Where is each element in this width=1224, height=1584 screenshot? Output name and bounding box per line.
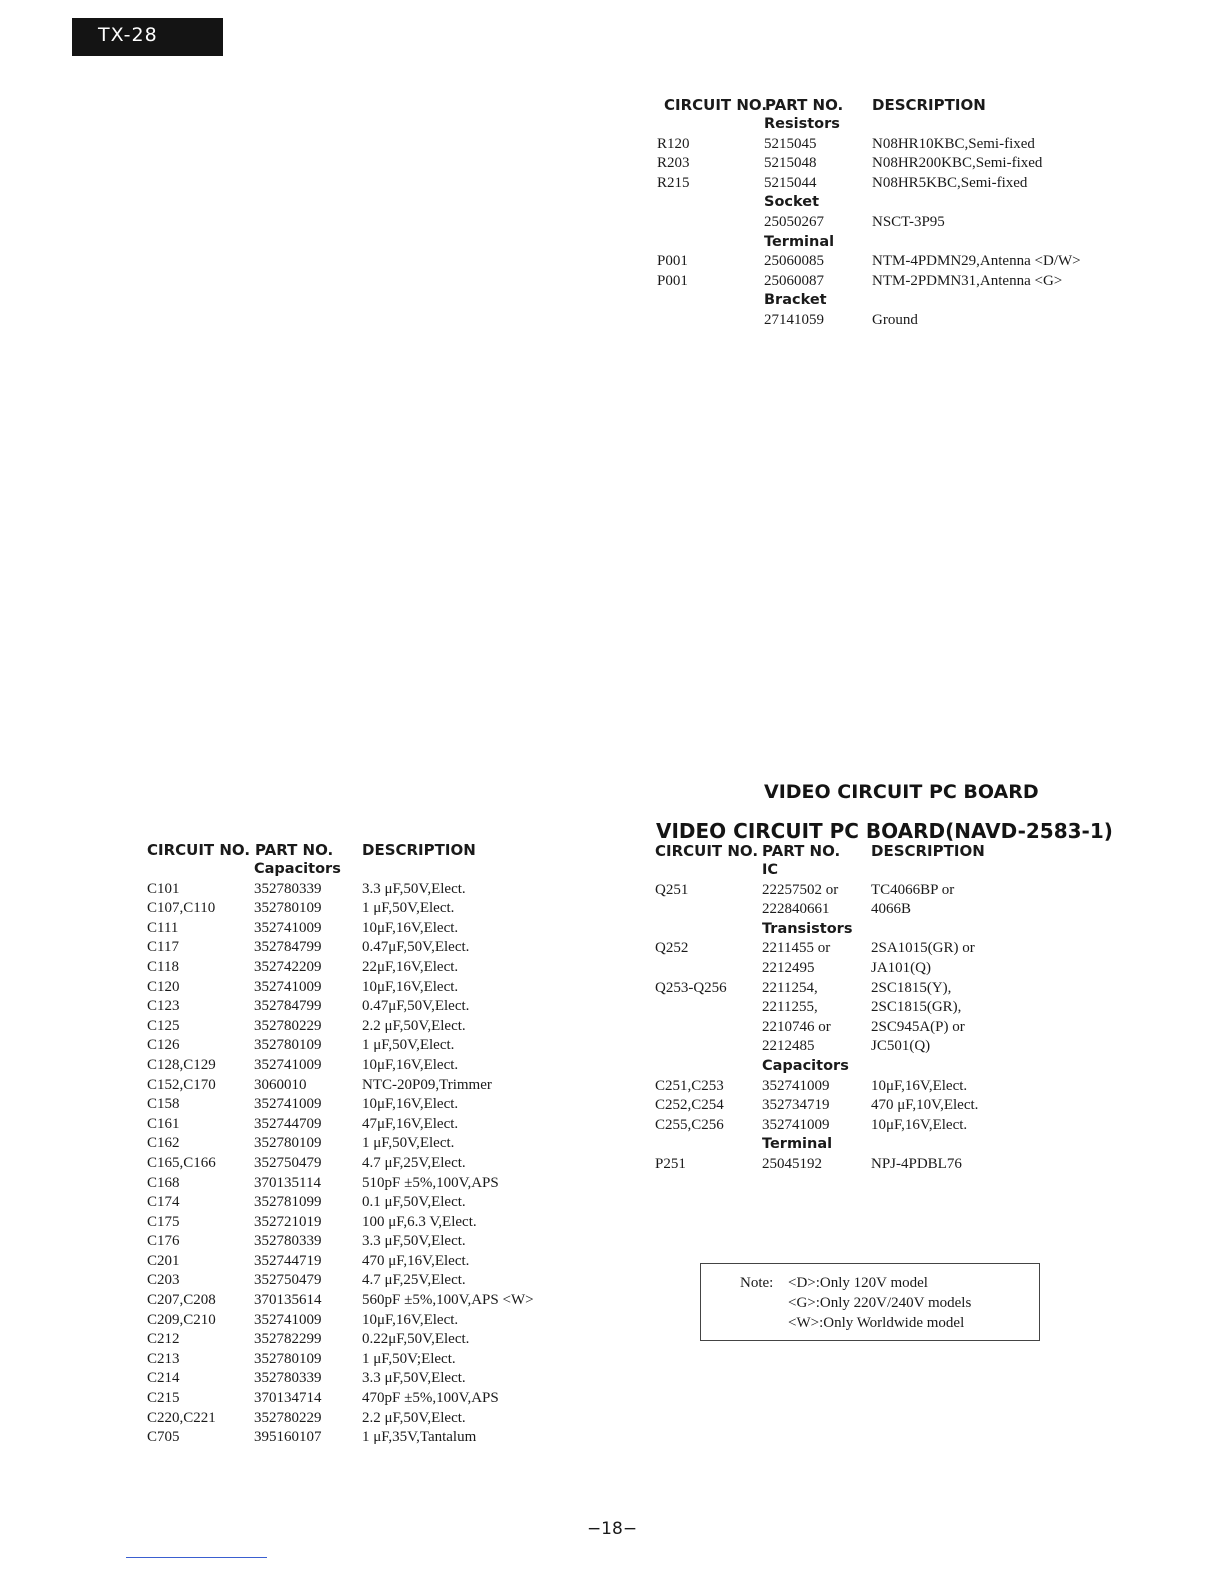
description-cell: NPJ-4PDBL76 <box>871 1155 962 1172</box>
circuit-no-cell: C125 <box>147 1017 180 1034</box>
part-no-cell: 22257502 or <box>762 881 839 898</box>
header-part-no: PART NO. <box>255 841 334 859</box>
category-label: Socket <box>764 194 820 211</box>
description-cell: 2SC945A(P) or <box>871 1018 965 1035</box>
part-no-cell: 395160107 <box>254 1429 322 1446</box>
part-no-cell: 352741009 <box>762 1077 830 1094</box>
circuit-no-cell: P251 <box>655 1155 686 1172</box>
description-cell: 10μF,16V,Elect. <box>362 978 459 995</box>
circuit-no-cell: C158 <box>147 1096 180 1113</box>
circuit-no-cell: C251,C253 <box>655 1077 724 1094</box>
description-cell: 2SA1015(GR) or <box>871 940 975 957</box>
part-no-cell: 352780109 <box>254 1350 322 1367</box>
circuit-no-cell: C207,C208 <box>147 1292 216 1309</box>
circuit-no-cell: C120 <box>147 978 180 995</box>
description-cell: 470 μF,16V,Elect. <box>362 1252 470 1269</box>
header-description: DESCRIPTION <box>362 841 476 859</box>
circuit-no-cell: C252,C254 <box>655 1097 724 1114</box>
section-title: VIDEO CIRCUIT PC BOARD <box>764 781 1039 803</box>
part-no-cell: 25060085 <box>764 253 824 270</box>
part-no-cell: 5215048 <box>764 155 817 172</box>
description-cell: 3.3 μF,50V,Elect. <box>362 880 466 897</box>
description-cell: JA101(Q) <box>871 959 931 976</box>
description-cell: 470pF ±5%,100V,APS <box>362 1390 499 1407</box>
description-cell: 1 μF,50V,Elect. <box>362 900 455 917</box>
circuit-no-cell: R215 <box>657 174 690 191</box>
section-subtitle: VIDEO CIRCUIT PC BOARD(NAVD-2583-1) <box>656 819 1113 843</box>
part-no-cell: 2211455 or <box>762 940 831 957</box>
part-no-cell: 5215045 <box>764 135 817 152</box>
part-no-cell: 352784799 <box>254 939 322 956</box>
part-no-cell: 352741009 <box>254 1096 322 1113</box>
circuit-no-cell: R203 <box>657 155 690 172</box>
header-circuit-no: CIRCUIT NO. <box>655 842 759 860</box>
description-cell: 3.3 μF,50V,Elect. <box>362 1233 466 1250</box>
part-no-cell: 2212485 <box>762 1038 815 1055</box>
circuit-no-cell: C165,C166 <box>147 1154 216 1171</box>
description-cell: 10μF,16V,Elect. <box>362 1096 459 1113</box>
circuit-no-cell: Q253-Q256 <box>655 979 727 996</box>
part-no-cell: 352750479 <box>254 1272 322 1289</box>
header-description: DESCRIPTION <box>872 96 986 114</box>
description-cell: 4.7 μF,25V,Elect. <box>362 1154 466 1171</box>
circuit-no-cell: C152,C170 <box>147 1076 216 1093</box>
circuit-no-cell: C215 <box>147 1390 180 1407</box>
circuit-no-cell: R120 <box>657 135 690 152</box>
description-cell: NTM-4PDMN29,Antenna <D/W> <box>872 253 1081 270</box>
description-cell: 0.47μF,50V,Elect. <box>362 939 470 956</box>
part-no-cell: 352741009 <box>762 1116 830 1133</box>
circuit-no-cell: C111 <box>147 919 179 936</box>
part-no-cell: 352741009 <box>254 978 322 995</box>
description-cell: 0.47μF,50V,Elect. <box>362 998 470 1015</box>
circuit-no-cell: C128,C129 <box>147 1056 216 1073</box>
part-no-cell: 25050267 <box>764 213 824 230</box>
description-cell: 470 μF,10V,Elect. <box>871 1097 979 1114</box>
description-cell: 10μF,16V,Elect. <box>871 1077 968 1094</box>
part-no-cell: 352780339 <box>254 880 322 897</box>
circuit-no-cell: C118 <box>147 958 179 975</box>
header-circuit-no: CIRCUIT NO. <box>664 96 768 114</box>
part-no-cell: 352780339 <box>254 1233 322 1250</box>
part-no-cell: 352734719 <box>762 1097 830 1114</box>
circuit-no-cell: C117 <box>147 939 179 956</box>
description-cell: Ground <box>872 311 918 328</box>
category-label: Terminal <box>762 1136 833 1153</box>
header-circuit-no: CIRCUIT NO. <box>147 841 251 859</box>
part-no-cell: 5215044 <box>764 174 817 191</box>
circuit-no-cell: C162 <box>147 1135 180 1152</box>
description-cell: NTC-20P09,Trimmer <box>362 1076 492 1093</box>
part-no-cell: 25045192 <box>762 1155 822 1172</box>
description-cell: 1 μF,35V,Tantalum <box>362 1429 477 1446</box>
part-no-cell: 370135614 <box>254 1292 322 1309</box>
description-cell: 100 μF,6.3 V,Elect. <box>362 1213 477 1230</box>
part-no-cell: 352780229 <box>254 1017 322 1034</box>
part-no-cell: 2210746 or <box>762 1018 831 1035</box>
description-cell: 1 μF,50V,Elect. <box>362 1037 455 1054</box>
part-no-cell: 370134714 <box>254 1390 322 1407</box>
part-no-cell: 352741009 <box>254 1056 322 1073</box>
part-no-cell: 352744719 <box>254 1252 322 1269</box>
description-cell: NTM-2PDMN31,Antenna <G> <box>872 272 1063 289</box>
circuit-no-cell: C203 <box>147 1272 180 1289</box>
category-label: Capacitors <box>254 861 341 877</box>
description-cell: 47μF,16V,Elect. <box>362 1115 459 1132</box>
header-part-no: PART NO. <box>762 842 841 860</box>
description-cell: 2SC1815(Y), <box>871 979 952 996</box>
part-no-cell: 352782299 <box>254 1331 322 1348</box>
note-line-w: <W>:Only Worldwide model <box>788 1315 965 1331</box>
page-number: −18− <box>586 1519 638 1539</box>
model-note-box <box>700 1263 1040 1341</box>
category-label: Resistors <box>764 116 840 132</box>
part-no-cell: 370135114 <box>254 1174 321 1191</box>
category-label: IC <box>762 862 779 878</box>
circuit-no-cell: C212 <box>147 1331 180 1348</box>
category-label: Terminal <box>764 233 835 250</box>
description-cell: 10μF,16V,Elect. <box>871 1116 968 1133</box>
description-cell: 0.22μF,50V,Elect. <box>362 1331 470 1348</box>
part-no-cell: 222840661 <box>762 901 830 918</box>
description-cell: 4066B <box>871 901 912 918</box>
description-cell: 1 μF,50V;Elect. <box>362 1350 456 1367</box>
part-no-cell: 2211254, <box>762 979 818 996</box>
part-no-cell: 352721019 <box>254 1213 322 1230</box>
category-label: Transistors <box>762 920 853 937</box>
description-cell: 10μF,16V,Elect. <box>362 1311 459 1328</box>
part-no-cell: 352780109 <box>254 1135 322 1152</box>
model-badge: TX-28 <box>72 18 223 56</box>
category-label: Capacitors <box>762 1057 849 1074</box>
circuit-no-cell: C174 <box>147 1194 180 1211</box>
description-cell: N08HR10KBC,Semi-fixed <box>872 135 1035 152</box>
description-cell: 1 μF,50V,Elect. <box>362 1135 455 1152</box>
circuit-no-cell: C220,C221 <box>147 1409 216 1426</box>
part-no-cell: 25060087 <box>764 272 824 289</box>
part-no-cell: 352780109 <box>254 900 322 917</box>
circuit-no-cell: C255,C256 <box>655 1116 724 1133</box>
description-cell: 0.1 μF,50V,Elect. <box>362 1194 466 1211</box>
description-cell: 22μF,16V,Elect. <box>362 958 459 975</box>
header-part-no: PART NO. <box>765 96 844 114</box>
description-cell: 2SC1815(GR), <box>871 999 962 1016</box>
part-no-cell: 352744709 <box>254 1115 322 1132</box>
description-cell: JC501(Q) <box>871 1038 931 1055</box>
circuit-no-cell: C107,C110 <box>147 900 216 917</box>
description-cell: 2.2 μF,50V,Elect. <box>362 1017 466 1034</box>
description-cell: 3.3 μF,50V,Elect. <box>362 1370 466 1387</box>
circuit-no-cell: C126 <box>147 1037 180 1054</box>
description-cell: 2.2 μF,50V,Elect. <box>362 1409 466 1426</box>
note-line-g: <G>:Only 220V/240V models <box>788 1295 972 1311</box>
description-cell: 4.7 μF,25V,Elect. <box>362 1272 466 1289</box>
circuit-no-cell: C705 <box>147 1429 180 1446</box>
part-no-cell: 352780339 <box>254 1370 322 1387</box>
note-label: Note: <box>740 1275 774 1291</box>
part-no-cell: 352780229 <box>254 1409 322 1426</box>
description-cell: 560pF ±5%,100V,APS <W> <box>362 1292 534 1309</box>
footer-rule <box>126 1557 267 1558</box>
circuit-no-cell: Q251 <box>655 881 689 898</box>
part-no-cell: 2211255, <box>762 999 818 1016</box>
circuit-no-cell: C201 <box>147 1252 180 1269</box>
circuit-no-cell: P001 <box>657 272 688 289</box>
circuit-no-cell: C175 <box>147 1213 180 1230</box>
circuit-no-cell: C101 <box>147 880 180 897</box>
description-cell: TC4066BP or <box>871 881 955 898</box>
circuit-no-cell: C213 <box>147 1350 180 1367</box>
part-no-cell: 352741009 <box>254 1311 322 1328</box>
part-no-cell: 352750479 <box>254 1154 322 1171</box>
circuit-no-cell: C123 <box>147 998 180 1015</box>
part-no-cell: 352741009 <box>254 919 322 936</box>
category-label: Bracket <box>764 292 827 309</box>
circuit-no-cell: C161 <box>147 1115 180 1132</box>
circuit-no-cell: Q252 <box>655 940 689 957</box>
description-cell: 10μF,16V,Elect. <box>362 919 459 936</box>
description-cell: 10μF,16V,Elect. <box>362 1056 459 1073</box>
part-no-cell: 352742209 <box>254 958 322 975</box>
description-cell: N08HR5KBC,Semi-fixed <box>872 174 1028 191</box>
part-no-cell: 2212495 <box>762 959 815 976</box>
description-cell: N08HR200KBC,Semi-fixed <box>872 155 1043 172</box>
circuit-no-cell: C209,C210 <box>147 1311 216 1328</box>
part-no-cell: 352781099 <box>254 1194 322 1211</box>
header-description: DESCRIPTION <box>871 842 985 860</box>
part-no-cell: 27141059 <box>764 311 824 328</box>
circuit-no-cell: P001 <box>657 253 688 270</box>
part-no-cell: 3060010 <box>254 1076 307 1093</box>
part-no-cell: 352784799 <box>254 998 322 1015</box>
part-no-cell: 352780109 <box>254 1037 322 1054</box>
description-cell: NSCT-3P95 <box>872 213 945 230</box>
circuit-no-cell: C176 <box>147 1233 180 1250</box>
circuit-no-cell: C168 <box>147 1174 180 1191</box>
note-line-d: <D>:Only 120V model <box>788 1275 928 1291</box>
description-cell: 510pF ±5%,100V,APS <box>362 1174 499 1191</box>
circuit-no-cell: C214 <box>147 1370 180 1387</box>
